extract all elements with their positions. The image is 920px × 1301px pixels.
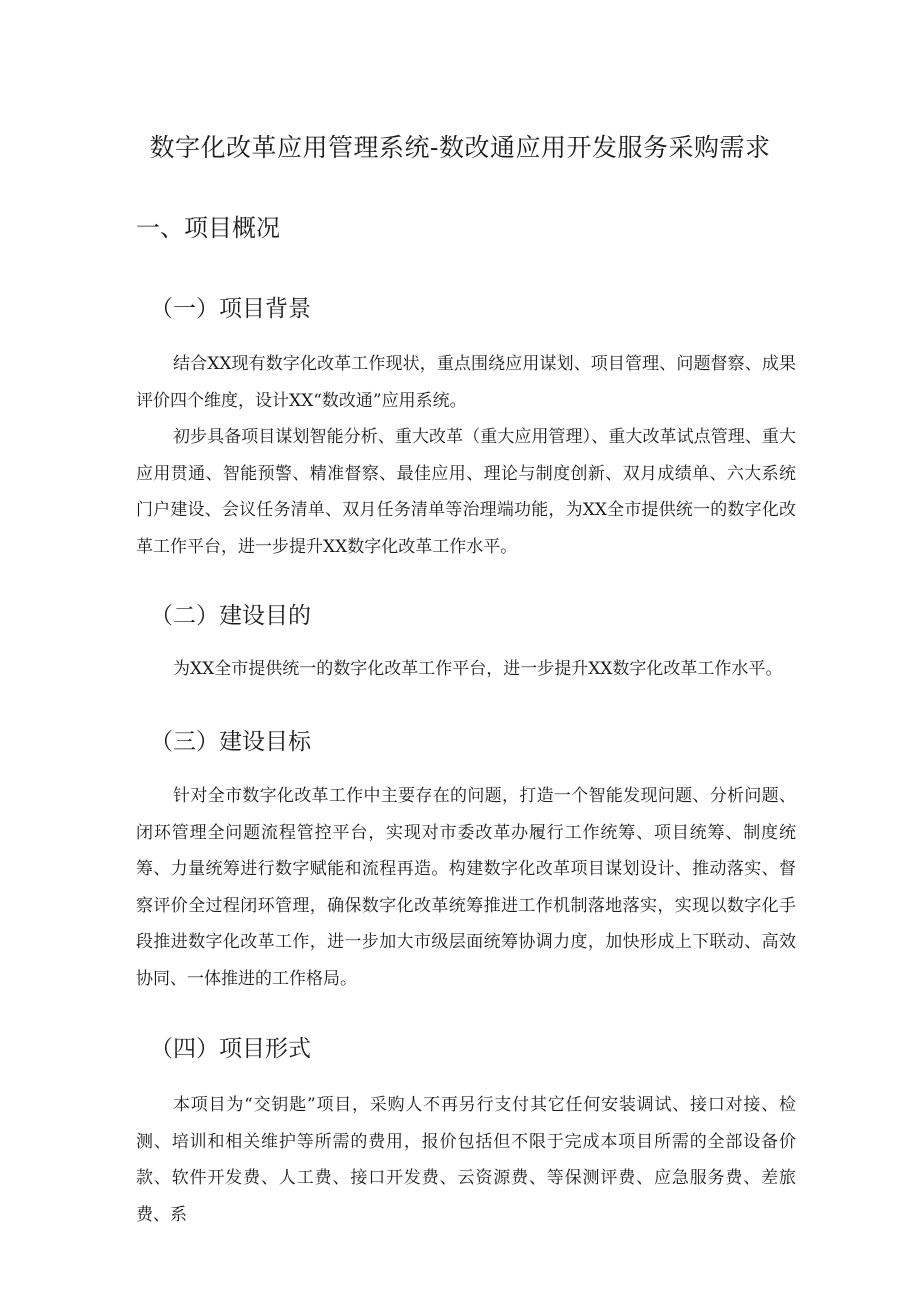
section-heading-project-overview: 一、项目概况 xyxy=(136,214,280,242)
background-paragraph-2: 初步具备项目谋划智能分析、重大改革（重大应用管理）、重大改革试点管理、重大应用贯通、智能预警、精准督察、最佳应用、理论与制度创新、双月成绩单、六大系统门户建设、会议任务清单、双月任务清单等治理端功能，为XX全市提供统一的数字化改革工作平台，进一步提升XX数字化改革工作水平。 xyxy=(136,427,796,557)
project-form-paragraph: 本项目为“交钥匙”项目，采购人不再另行支付其它任何安装调试、接口对接、检测、培训和相关维护等所需的费用，报价包括但不限于完成本项目所需的全部设备价款、软件开发费、人工费、接口开发费、云资源费、等保测评费、应急服务费、差旅费、系 xyxy=(136,1095,796,1225)
subsection-heading-background: （一）项目背景 xyxy=(150,296,311,322)
subsection-heading-project-form: （四）项目形式 xyxy=(150,1036,311,1062)
subsection-heading-purpose: （二）建设目的 xyxy=(150,603,311,629)
subsection-heading-goals: （三）建设目标 xyxy=(150,729,311,755)
purpose-paragraph: 为XX全市提供统一的数字化改革工作平台，进一步提升XX数字化改革工作水平。 xyxy=(173,659,783,679)
document-title: 数字化改革应用管理系统-数改通应用开发服务采购需求 xyxy=(149,133,771,162)
background-paragraph-1: 结合XX现有数字化改革工作现状，重点围绕应用谋划、项目管理、问题督察、成果评价四个维度，设计XX“数改通”应用系统。 xyxy=(136,354,796,411)
goals-paragraph: 针对全市数字化改革工作中主要存在的问题，打造一个智能发现问题、分析问题、闭环管理全问题流程管控平台，实现对市委改革办履行工作统筹、项目统筹、制度统筹、力量统筹进行数字赋能和流程再造。构建数字化改革项目谋划设计、推动落实、督察评价全过程闭环管理，确保数字化改革统筹推进工作机制落地落实，实现以数字化手段推进数字化改革工作，进一步加大市级层面统筹协调力度，加快形成上下联动、高效协同、一体推进的工作格局。 xyxy=(136,786,796,989)
